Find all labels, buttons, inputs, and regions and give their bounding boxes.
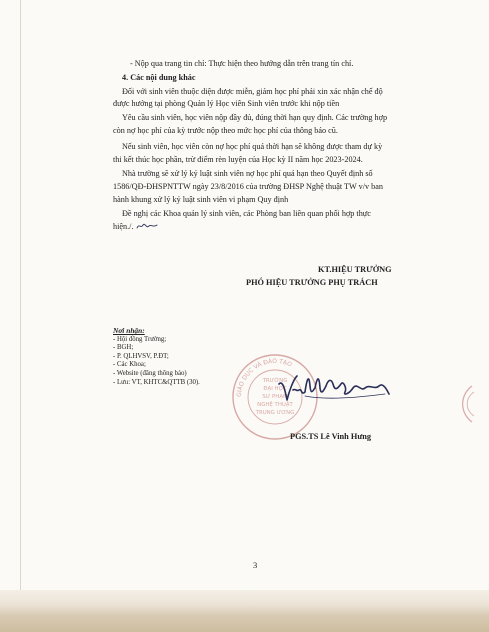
body-line: - Nộp qua trang tin chỉ: Thực hiện theo hướng dẫn trên trang tín chỉ. bbox=[130, 59, 354, 68]
recipient-item: - Lưu: VT, KHTC&QTTB (30). bbox=[113, 378, 200, 386]
recipient-item: - P. QLHVSV, P.ĐT; bbox=[113, 352, 169, 360]
recipients-list bbox=[113, 336, 200, 388]
recipient-item: - Các Khoa; bbox=[113, 361, 146, 369]
body-line: Nhà trường sẽ xử lý kỷ luật sinh viên nợ học phí quá hạn theo Quyết định số bbox=[122, 169, 373, 178]
body-line: Đề nghị các Khoa quản lý sinh viên, các Phòng ban liên quan phối hợp thực bbox=[122, 209, 371, 218]
body-line: Nếu sinh viên, học viên còn nợ học phí quá thời hạn sẽ không được tham dự kỳ bbox=[122, 142, 383, 151]
body-line: Yêu cầu sinh viên, học viên nộp đầy đủ, đúng thời hạn quy định. Các trường hợp bbox=[122, 113, 388, 122]
body-line: thi kết thúc học phần, trừ điểm rèn luyện của Học kỳ II năm học 2023-2024. bbox=[113, 155, 363, 164]
page-number: 3 bbox=[253, 560, 258, 570]
body-line: còn nợ học phí của kỳ trước nộp theo mức học phí của thông báo cũ. bbox=[113, 126, 338, 135]
signature-title-2: PHÓ HIỆU TRƯỞNG PHỤ TRÁCH bbox=[246, 278, 378, 287]
body-line: 1586/QĐ-ĐHSPNTTW ngày 23/8/2016 của trường ĐHSP Nghệ thuật TW v/v ban bbox=[113, 182, 383, 191]
signature-title-1: KT.HIỆU TRƯỞNG bbox=[318, 265, 392, 274]
signer-name: PGS.TS Lê Vinh Hưng bbox=[290, 432, 372, 441]
recipient-item: - Hội đồng Trường; bbox=[113, 335, 167, 343]
initials-scribble-icon bbox=[136, 221, 158, 231]
stamp-center-2: ĐẠI HỌC bbox=[263, 386, 287, 392]
body-line: Đối với sinh viên thuộc diện được miễn, giảm học phí phải xin xác nhận chế độ bbox=[122, 87, 383, 96]
stamp-center-3: SƯ PHẠM bbox=[262, 394, 288, 400]
stamp-ring-text: GIÁO DỤC VÀ ĐÀO TẠO bbox=[235, 357, 293, 398]
stamp-center-4: NGHỆ THUẬT bbox=[257, 402, 293, 408]
body-line: hiện./. bbox=[113, 222, 134, 231]
recipients-block bbox=[113, 327, 200, 387]
handwritten-signature-icon bbox=[275, 366, 395, 416]
recipient-item: - BGH; bbox=[113, 344, 134, 352]
edge-seal-icon bbox=[442, 384, 476, 424]
stamp-center-1: TRƯỜNG bbox=[262, 378, 288, 384]
body-line: được hưởng tại phòng Quản lý Học viên Sinh viên trước khi nộp tiền bbox=[113, 99, 340, 108]
stamp-center-5: TRUNG ƯƠNG bbox=[255, 410, 295, 416]
scan-bottom-edge bbox=[0, 590, 489, 632]
recipients-title: Nơi nhận: bbox=[113, 326, 145, 335]
body-line: 4. Các nội dung khác bbox=[122, 73, 196, 82]
recipient-item: - Website (đăng thông báo) bbox=[113, 369, 187, 377]
body-line: hành khung xử lý kỷ luật sinh viên vi phạm Quy định bbox=[113, 195, 289, 204]
